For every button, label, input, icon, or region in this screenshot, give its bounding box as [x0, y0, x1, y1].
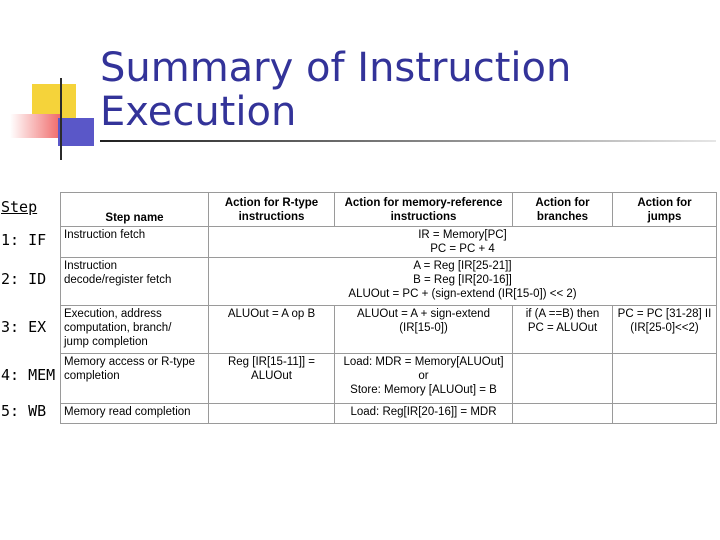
- header-memref-line-2: instructions: [390, 210, 457, 223]
- row-mem-name-line-1: Memory access or R-type: [64, 356, 196, 368]
- row-ex-jumps: [613, 306, 717, 354]
- row-wb-rtype: [209, 404, 335, 424]
- logo-blue-square: [58, 118, 94, 146]
- title-underline: [100, 140, 716, 142]
- row-id-common-line-2: B = Reg [IR[20-16]]: [413, 274, 512, 286]
- slide-title: [100, 46, 660, 134]
- row-ex-rtype-line-1: ALUOut = A op B: [227, 308, 316, 320]
- row-ex-name-line-3: jump completion: [64, 336, 148, 348]
- row-ex-jumps-line-2: (IR[25-0]<<2): [630, 322, 699, 334]
- row-wb-jumps: [613, 404, 717, 424]
- row-ex-name-line-1: Execution, address: [64, 308, 162, 320]
- row-wb-name: [61, 404, 209, 424]
- header-memref-line-1: Action for memory-reference: [344, 196, 503, 209]
- header-rtype-line-1: Action for R-type: [224, 196, 319, 209]
- row-wb-memref: [335, 404, 513, 424]
- row-mem-memref-line-1: Load: MDR = Memory[ALUOut]: [343, 356, 504, 368]
- table-row-wb: [61, 404, 717, 424]
- table-header-row: [61, 193, 717, 227]
- row-ex-name: [61, 306, 209, 354]
- header-jumps-line-2: jumps: [647, 210, 682, 223]
- table-row-id: [61, 258, 717, 306]
- instruction-summary-table: [60, 192, 717, 424]
- row-id-name-line-2: decode/register fetch: [64, 274, 172, 286]
- row-mem-rtype: [209, 354, 335, 404]
- row-mem-branches: [513, 354, 613, 404]
- step-label-wb: 5: WB: [1, 402, 47, 420]
- row-mem-memref: [335, 354, 513, 404]
- row-if-common-line-1: IR = Memory[PC]: [418, 229, 507, 241]
- row-id-name-line-1: Instruction: [64, 260, 118, 272]
- table-row-ex: [61, 306, 717, 354]
- row-ex-jumps-line-1: PC = PC [31-28] II: [617, 308, 712, 320]
- logo-vertical-line: [60, 78, 62, 160]
- header-branches-line-1: Action for: [535, 196, 590, 209]
- header-branches: [513, 193, 613, 227]
- row-ex-memref: [335, 306, 513, 354]
- row-id-name: [61, 258, 209, 306]
- header-step-name: Step name: [61, 193, 209, 227]
- row-mem-jumps: [613, 354, 717, 404]
- row-ex-memref-line-2: (IR[15-0]): [399, 322, 448, 334]
- row-mem-memref-line-2: or: [418, 370, 429, 382]
- row-id-common-line-1: A = Reg [IR[25-21]]: [413, 260, 512, 272]
- row-wb-branches: [513, 404, 613, 424]
- header-memref: [335, 193, 513, 227]
- logo-red-bar: [10, 114, 60, 138]
- header-rtype: [209, 193, 335, 227]
- step-header: Step: [1, 198, 38, 216]
- row-if-common-line-2: PC = PC + 4: [430, 243, 495, 255]
- row-if-name: [61, 227, 209, 258]
- row-wb-memref-line-1: Load: Reg[IR[20-16]] = MDR: [350, 406, 497, 418]
- header-rtype-line-2: instructions: [238, 210, 305, 223]
- row-ex-branches: [513, 306, 613, 354]
- row-ex-branches-line-1: if (A ==B) then: [525, 308, 600, 320]
- slide-title-line-1: Summary of Instruction: [100, 45, 572, 91]
- step-label-id: 2: ID: [1, 270, 47, 288]
- row-mem-memref-line-3: Store: Memory [ALUOut] = B: [350, 384, 497, 396]
- row-mem-name: [61, 354, 209, 404]
- table-row-mem: [61, 354, 717, 404]
- slide-title-line-2: Execution: [100, 89, 297, 135]
- row-ex-rtype: [209, 306, 335, 354]
- row-ex-name-line-2: computation, branch/: [64, 322, 172, 334]
- step-label-if: 1: IF: [1, 231, 47, 249]
- row-mem-rtype-line-2: ALUOut: [251, 370, 292, 382]
- header-branches-line-2: branches: [536, 210, 589, 223]
- header-jumps-line-1: Action for: [637, 196, 692, 209]
- header-jumps: [613, 193, 717, 227]
- row-id-common-line-3: ALUOut = PC + (sign-extend (IR[15-0]) << 2): [348, 288, 577, 300]
- table-row-if: [61, 227, 717, 258]
- row-ex-memref-line-1: ALUOut = A + sign-extend: [357, 308, 490, 320]
- row-if-common: [209, 227, 717, 258]
- step-label-mem: 4: MEM: [1, 366, 56, 384]
- row-if-name-line-1: Instruction fetch: [64, 229, 146, 241]
- row-mem-rtype-line-1: Reg [IR[15-11]] =: [227, 356, 316, 368]
- row-id-common: [209, 258, 717, 306]
- row-wb-name-line-1: Memory read completion: [64, 406, 191, 418]
- step-label-ex: 3: EX: [1, 318, 47, 336]
- row-ex-branches-line-2: PC = ALUOut: [527, 322, 598, 334]
- row-mem-name-line-2: completion: [64, 370, 120, 382]
